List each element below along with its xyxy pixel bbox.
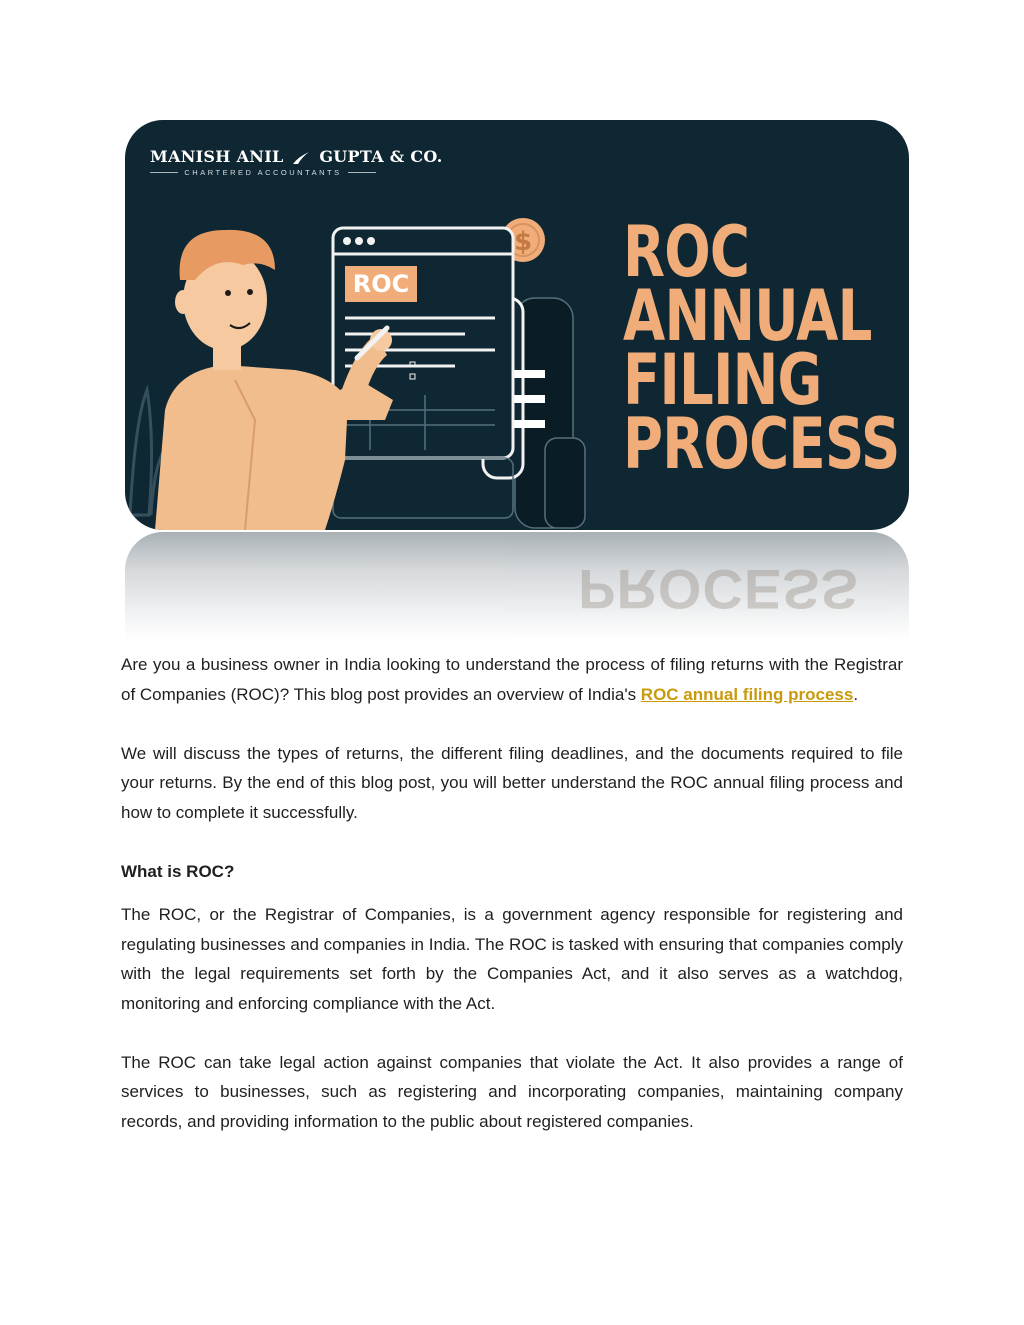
paragraph-roc-services: The ROC can take legal action against companies that violate the Act. It also provides a range of services to businesses, such as registering and incorporating companies, maintaining company records, and providing information to the public about registered companies. <box>121 1052 903 1131</box>
headline-line: PROCESS <box>623 403 900 485</box>
banner-reflection <box>125 532 909 642</box>
headline-line: FILING <box>623 339 822 421</box>
section-heading-what-is-roc: What is ROC? <box>121 861 235 881</box>
brand-logo <box>150 147 443 166</box>
headline-line: ROC <box>623 211 750 293</box>
article-body <box>121 650 903 1166</box>
roc-annual-filing-link[interactable]: ROC annual filing process <box>640 684 854 704</box>
headline-line: ANNUAL <box>623 275 872 357</box>
banner-headline <box>623 211 900 485</box>
brand-tagline: CHARTERED ACCOUNTANTS <box>150 168 376 177</box>
brand-name-part2: GUPTA & CO. <box>319 147 443 166</box>
paragraph-returns: We will discuss the types of returns, the different filing deadlines, and the documents required to file your returns. By the end of this blog post, you will better understand the ROC annual filing process and how to complete it successfully. <box>121 743 903 822</box>
reflection-text: PROCESS <box>578 558 859 621</box>
brand-swoosh-icon <box>292 151 310 165</box>
paragraph-roc-definition: The ROC, or the Registrar of Companies, is a government agency responsible for registering and regulating businesses and companies in India. The ROC is tasked with ensuring that companies comply with the legal requirements set forth by the Companies Act, and it also serves as a watchdog, monitoring and enforcing compliance with the Act. <box>121 905 903 1013</box>
roc-badge: ROC <box>352 270 410 298</box>
hero-banner <box>125 120 909 530</box>
intro-paragraph: Are you a business owner in India looking to understand the process of filing returns with the Registrar of Companies (ROC)? This blog post provides an overview of India's ROC annual filing process. <box>121 655 903 704</box>
brand-name-part1: MANISH ANIL <box>150 147 284 166</box>
coin-symbol: $ <box>513 227 533 257</box>
